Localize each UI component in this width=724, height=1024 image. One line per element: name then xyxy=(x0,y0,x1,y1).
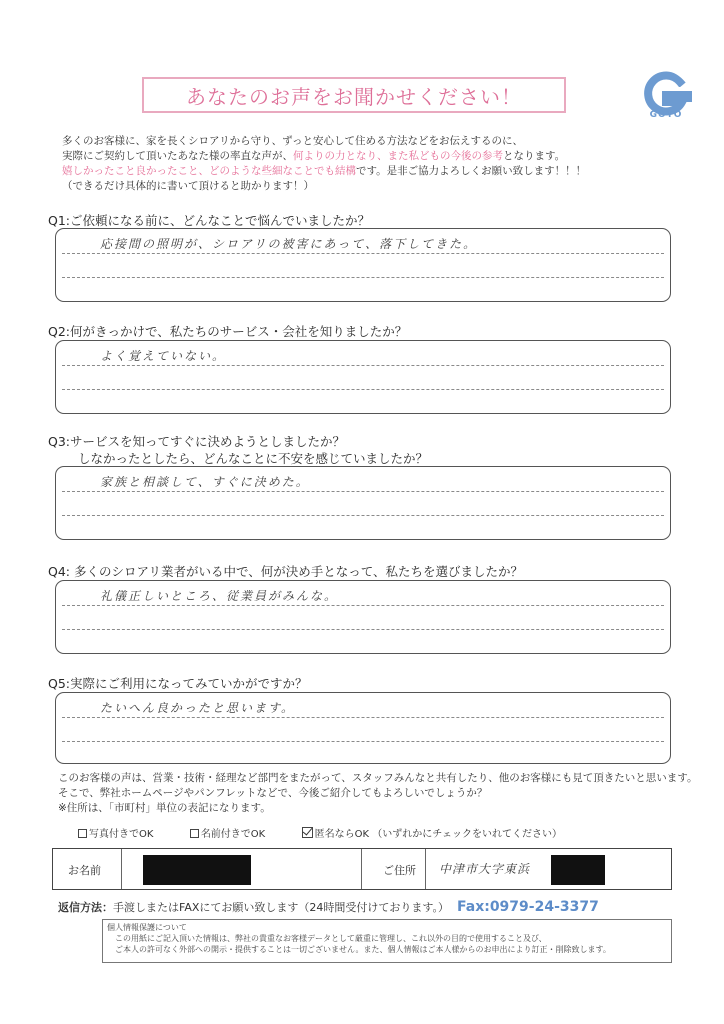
question-4-answer-box[interactable] xyxy=(55,580,671,654)
question-3-label: Q3:サービスを知ってすぐに決めようとしましたか？ xyxy=(48,434,346,449)
question-5-answer: たいへん良かったと思います。 xyxy=(100,701,296,715)
privacy-line-1: この用紙にご記入頂いた情報は、弊社の貴重なお客様データとして厳重に管理し、これ以外の目的で使用すること及び、 xyxy=(115,934,547,943)
checked-checkbox-icon[interactable] xyxy=(302,827,313,838)
question-1-answer-box[interactable] xyxy=(55,228,671,302)
publication-notice xyxy=(58,771,698,816)
question-1-label: Q1:ご依頼になる前に、どんなことで悩んでいましたか？ xyxy=(48,213,371,228)
consent-options xyxy=(78,825,562,840)
intro-line-3: 嬉しかったこと良かったこと、どのような些細なことでも結構です。是非ご協力よろしくお願い致します！！！ xyxy=(62,165,587,177)
privacy-notice xyxy=(102,919,672,963)
question-4-answer: 礼儀正しいところ、従業員がみんな。 xyxy=(100,589,339,603)
privacy-title: 個人情報保護について xyxy=(107,923,187,932)
question-3-answer-box[interactable] xyxy=(55,466,671,540)
consent-anonymous-option[interactable]: 匿名ならOK xyxy=(302,829,369,840)
notice-line-3: ※住所は、「市町村」単位の表記になります。 xyxy=(58,802,271,814)
fax-number: Fax:0979-24-3377 xyxy=(457,899,599,915)
consent-note: （いずれかにチェックをいれてください） xyxy=(372,829,562,840)
address-label: ご住所 xyxy=(383,864,416,877)
notice-line-2: そこで、弊社ホームページやパンフレットなどで、今後ご紹介してもよろしいでしょうか？ xyxy=(58,787,488,799)
question-3-answer: 家族と相談して、すぐに決めた。 xyxy=(100,475,310,489)
intro-line-4: （できるだけ具体的に書いて頂けると助かります！） xyxy=(62,180,314,192)
question-5-answer-box[interactable] xyxy=(55,692,671,764)
question-2-answer: よく覚えていない。 xyxy=(100,349,227,363)
logo-text: GOTO xyxy=(649,110,683,120)
page-title: あなたのお声をお聞かせください！ xyxy=(142,77,566,113)
question-4-label: Q4: 多くのシロアリ業者がいる中で、何が決め手となって、私たちを選びましたか？ xyxy=(48,564,523,579)
question-2-label: Q2:何がきっかけで、私たちのサービス・会社を知りましたか？ xyxy=(48,324,408,339)
question-5-label: Q5:実際にご利用になってみていかがですか？ xyxy=(48,676,308,691)
consent-name-option[interactable]: 名前付きでOK xyxy=(190,829,265,840)
intro-text xyxy=(62,134,682,194)
name-redaction xyxy=(143,855,251,885)
return-method: 返信方法：手渡しまたはFAXにてお願い致します（24時間受付けております。） Fax:0979-24-3377 xyxy=(58,899,599,915)
question-3-sub-label: しなかったとしたら、どんなことに不安を感じていましたか？ xyxy=(78,451,429,466)
intro-line-2: 実際にご契約して頂いたあなた様の率直な声が、何よりの力となり、また私どもの今後の参考となります。 xyxy=(62,150,566,162)
name-label: お名前 xyxy=(68,864,101,877)
checkbox-icon[interactable] xyxy=(190,829,199,838)
customer-info-box xyxy=(52,848,672,890)
notice-line-1: このお客様の声は、営業・技術・経理など部門をまたがって、スタッフみんなと共有したり、他のお客様にも見て頂きたいと思います。 xyxy=(58,772,698,784)
intro-line-1: 多くのお客様に、家を長くシロアリから守り、ずっと安心して住める方法などをお伝えするのに、 xyxy=(62,135,523,147)
privacy-line-2: ご本人の許可なく外部への開示・提供することは一切ございません。また、個人情報はご本人様からのお申出により訂正・削除致します。 xyxy=(115,945,611,954)
address-redaction xyxy=(551,855,605,885)
question-1-answer: 応接間の照明が、シロアリの被害にあって、落下してきた。 xyxy=(100,237,478,251)
consent-photo-option[interactable]: 写真付きでOK xyxy=(78,829,153,840)
checkbox-icon[interactable] xyxy=(78,829,87,838)
address-value[interactable]: 中津市大字東浜 xyxy=(439,862,531,876)
question-2-answer-box[interactable] xyxy=(55,340,671,414)
